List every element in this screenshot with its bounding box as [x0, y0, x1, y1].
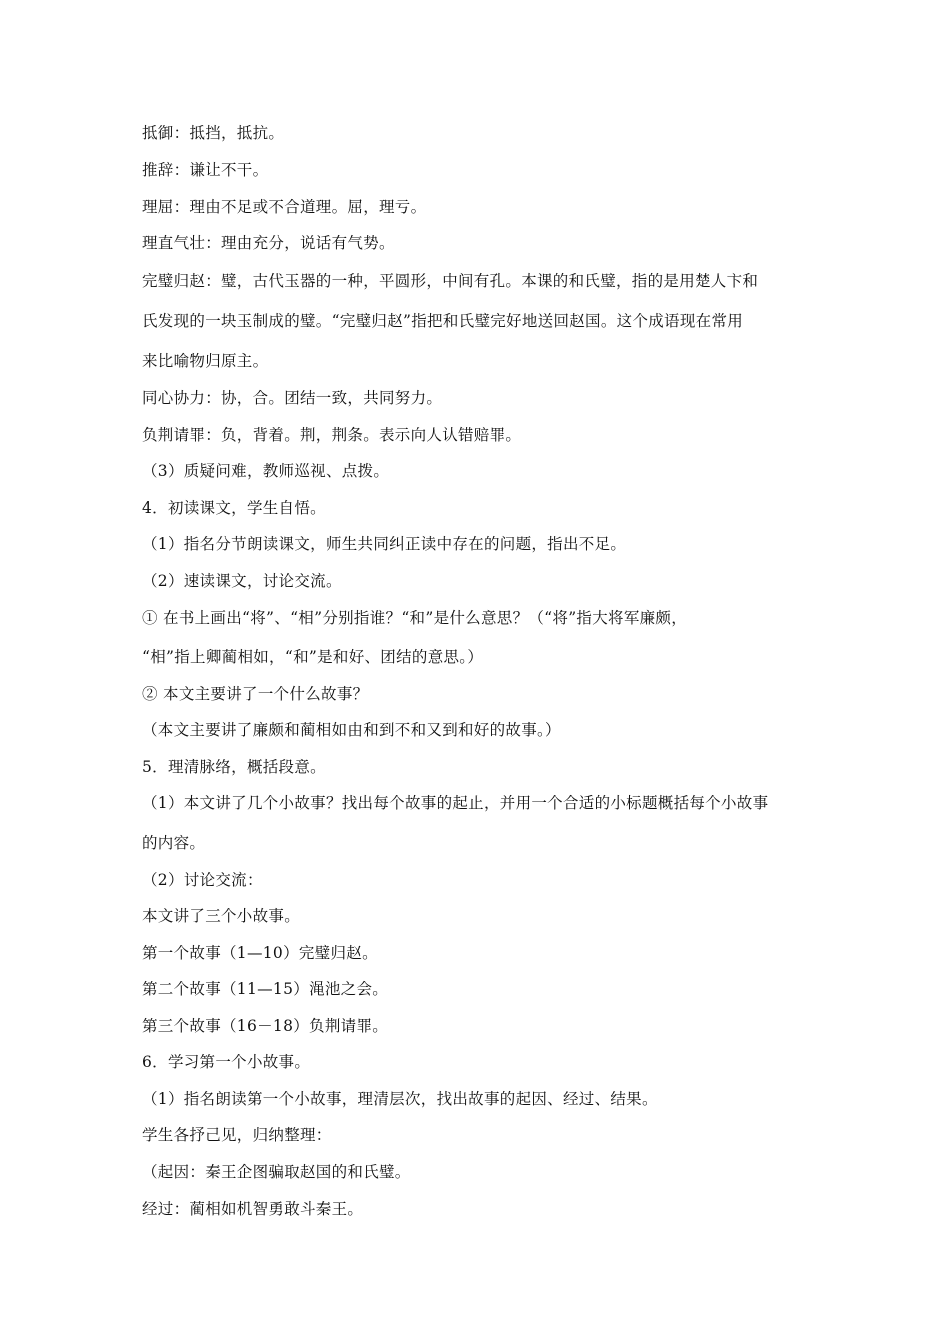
- text-line: 6．学习第一个小故事。: [142, 1053, 311, 1071]
- text-line: 5．理清脉络，概括段意。: [142, 758, 326, 776]
- text-line: 理直气壮：理由充分，说话有气势。: [142, 234, 395, 252]
- text-line: 第二个故事（11—15）渑池之会。: [142, 980, 389, 998]
- text-line: 完璧归赵：璧，古代玉器的一种，平圆形，中间有孔。本课的和氏璧，指的是用楚人卞和: [142, 272, 759, 290]
- text-line: 的内容。: [142, 834, 206, 852]
- text-line: ① 在书上画出“将”、“相”分别指谁？“和”是什么意思？（“将”指大将军廉颇，: [142, 609, 688, 627]
- text-line: ② 本文主要讲了一个什么故事？: [142, 685, 369, 703]
- text-line: 经过：蔺相如机智勇敢斗秦王。: [142, 1200, 364, 1218]
- text-line: （1）本文讲了几个小故事？找出每个故事的起止，并用一个合适的小标题概括每个小故事: [142, 794, 769, 812]
- text-line: 负荆请罪：负，背着。荆，荆条。表示向人认错赔罪。: [142, 426, 522, 444]
- text-line: 本文讲了三个小故事。: [142, 907, 301, 925]
- text-line: （3）质疑问难，教师巡视、点拨。: [142, 462, 390, 480]
- text-line: 第三个故事（16－18）负荆请罪。: [142, 1017, 389, 1035]
- text-line: 理屈：理由不足或不合道理。屈，理亏。: [142, 198, 427, 216]
- text-line: （本文主要讲了廉颇和蔺相如由和到不和又到和好的故事。）: [142, 721, 561, 739]
- text-line: （1）指名朗读第一个小故事，理清层次，找出故事的起因、经过、结果。: [142, 1090, 658, 1108]
- text-line: 同心协力：协，合。团结一致，共同努力。: [142, 389, 443, 407]
- text-line: 氏发现的一块玉制成的璧。“完璧归赵”指把和氏璧完好地送回赵国。这个成语现在常用: [142, 312, 744, 330]
- text-line: （2）讨论交流：: [142, 871, 263, 889]
- text-line: （2）速读课文，讨论交流。: [142, 572, 342, 590]
- text-line: （起因：秦王企图骗取赵国的和氏璧。: [142, 1163, 411, 1181]
- text-line: “相”指上卿蔺相如，“和”是和好、团结的意思。）: [142, 648, 484, 666]
- text-line: 学生各抒己见，归纳整理：: [142, 1126, 332, 1144]
- text-line: 推辞：谦让不干。: [142, 161, 269, 179]
- text-line: （1）指名分节朗读课文，师生共同纠正读中存在的问题，指出不足。: [142, 535, 627, 553]
- text-line: 第一个故事（1—10）完璧归赵。: [142, 944, 378, 962]
- text-line: 抵御：抵挡，抵抗。: [142, 124, 285, 142]
- text-line: 4．初读课文，学生自悟。: [142, 499, 326, 517]
- text-line: 来比喻物归原主。: [142, 352, 269, 370]
